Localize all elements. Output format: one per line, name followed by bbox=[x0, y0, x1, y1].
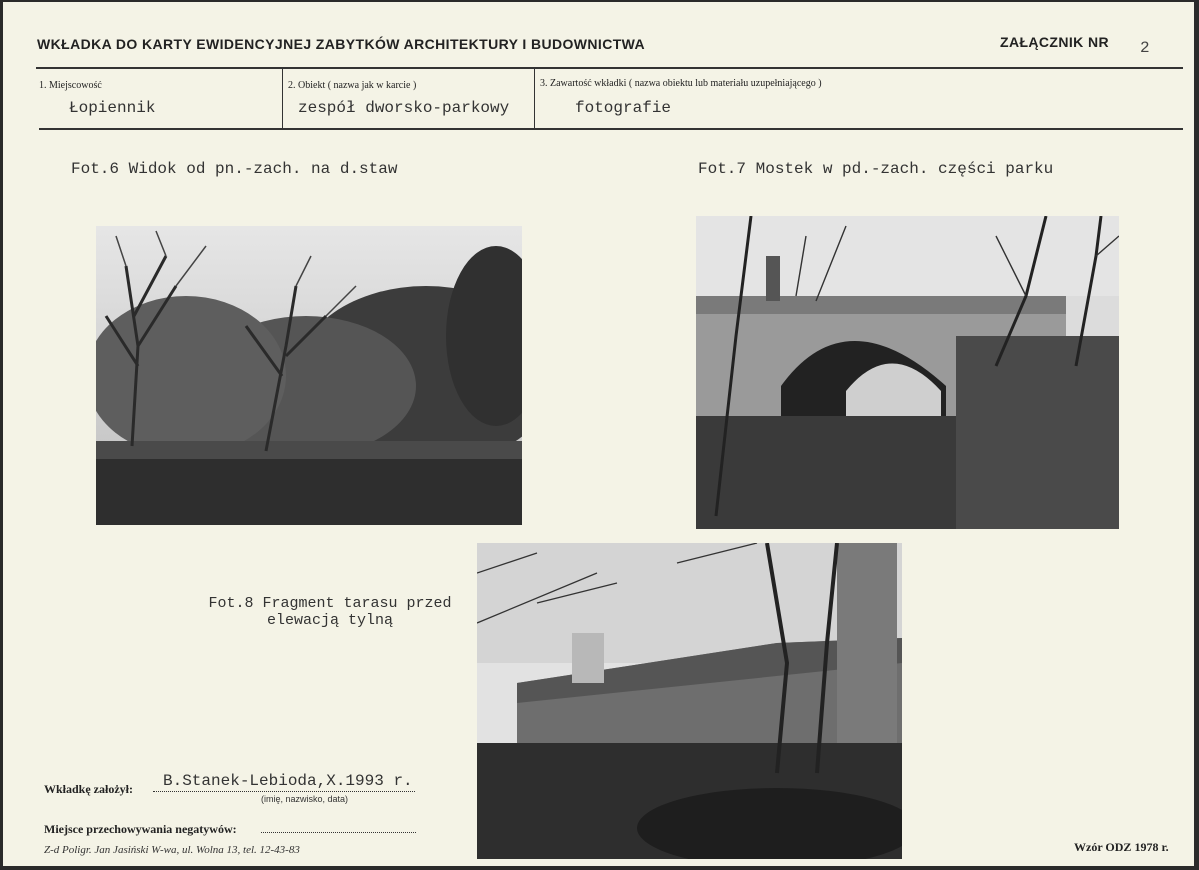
record-card bbox=[3, 2, 1194, 866]
field-divider-1 bbox=[282, 69, 283, 129]
printer-imprint: Z-d Poligr. Jan Jasiński W-wa, ul. Wolna 13, tel. 12-43-83 bbox=[44, 844, 300, 856]
object-label: 2. Obiekt ( nazwa jak w karcie ) bbox=[288, 80, 417, 91]
annex-label: ZAŁĄCZNIK NR bbox=[1000, 34, 1110, 50]
photo-8-caption bbox=[185, 595, 475, 629]
author-label: Wkładkę założył: bbox=[44, 782, 133, 796]
negatives-label: Miejsce przechowywania negatywów: bbox=[44, 822, 237, 836]
locality-label: 1. Miejscowość bbox=[39, 80, 102, 91]
content-value: fotografie bbox=[575, 99, 672, 117]
object-value: zespół dworsko-parkowy bbox=[298, 99, 510, 117]
field-divider-2 bbox=[534, 69, 535, 129]
photo-6 bbox=[96, 226, 522, 525]
author-dotted-line bbox=[153, 790, 415, 792]
form-title: WKŁADKA DO KARTY EWIDENCYJNEJ ZABYTKÓW ARCHITEKTURY I BUDOWNICTWA bbox=[37, 36, 646, 52]
locality-value: Łopiennik bbox=[69, 99, 156, 117]
photo-7 bbox=[696, 216, 1119, 529]
photo-7-caption: Fot.7 Mostek w pd.-zach. części parku bbox=[698, 160, 1054, 178]
photo-8-caption-line-1: Fot.8 Fragment tarasu przed bbox=[208, 595, 452, 612]
author-value: B.Stanek-Lebioda,X.1993 r. bbox=[163, 772, 413, 790]
photo-6-caption: Fot.6 Widok od pn.-zach. na d.staw bbox=[71, 160, 398, 178]
top-rule bbox=[36, 67, 1183, 69]
field-bottom-rule bbox=[39, 128, 1183, 130]
negatives-dotted-line bbox=[261, 831, 416, 833]
photo-8 bbox=[477, 543, 902, 859]
annex-number: 2 bbox=[1140, 39, 1150, 57]
content-label: 3. Zawartość wkładki ( nazwa obiektu lub materiału uzupełniającego ) bbox=[540, 78, 822, 89]
form-id: Wzór ODZ 1978 r. bbox=[1074, 840, 1169, 854]
photo-8-caption-line-2: elewacją tylną bbox=[266, 612, 394, 629]
author-hint: (imię, nazwisko, data) bbox=[261, 794, 349, 804]
